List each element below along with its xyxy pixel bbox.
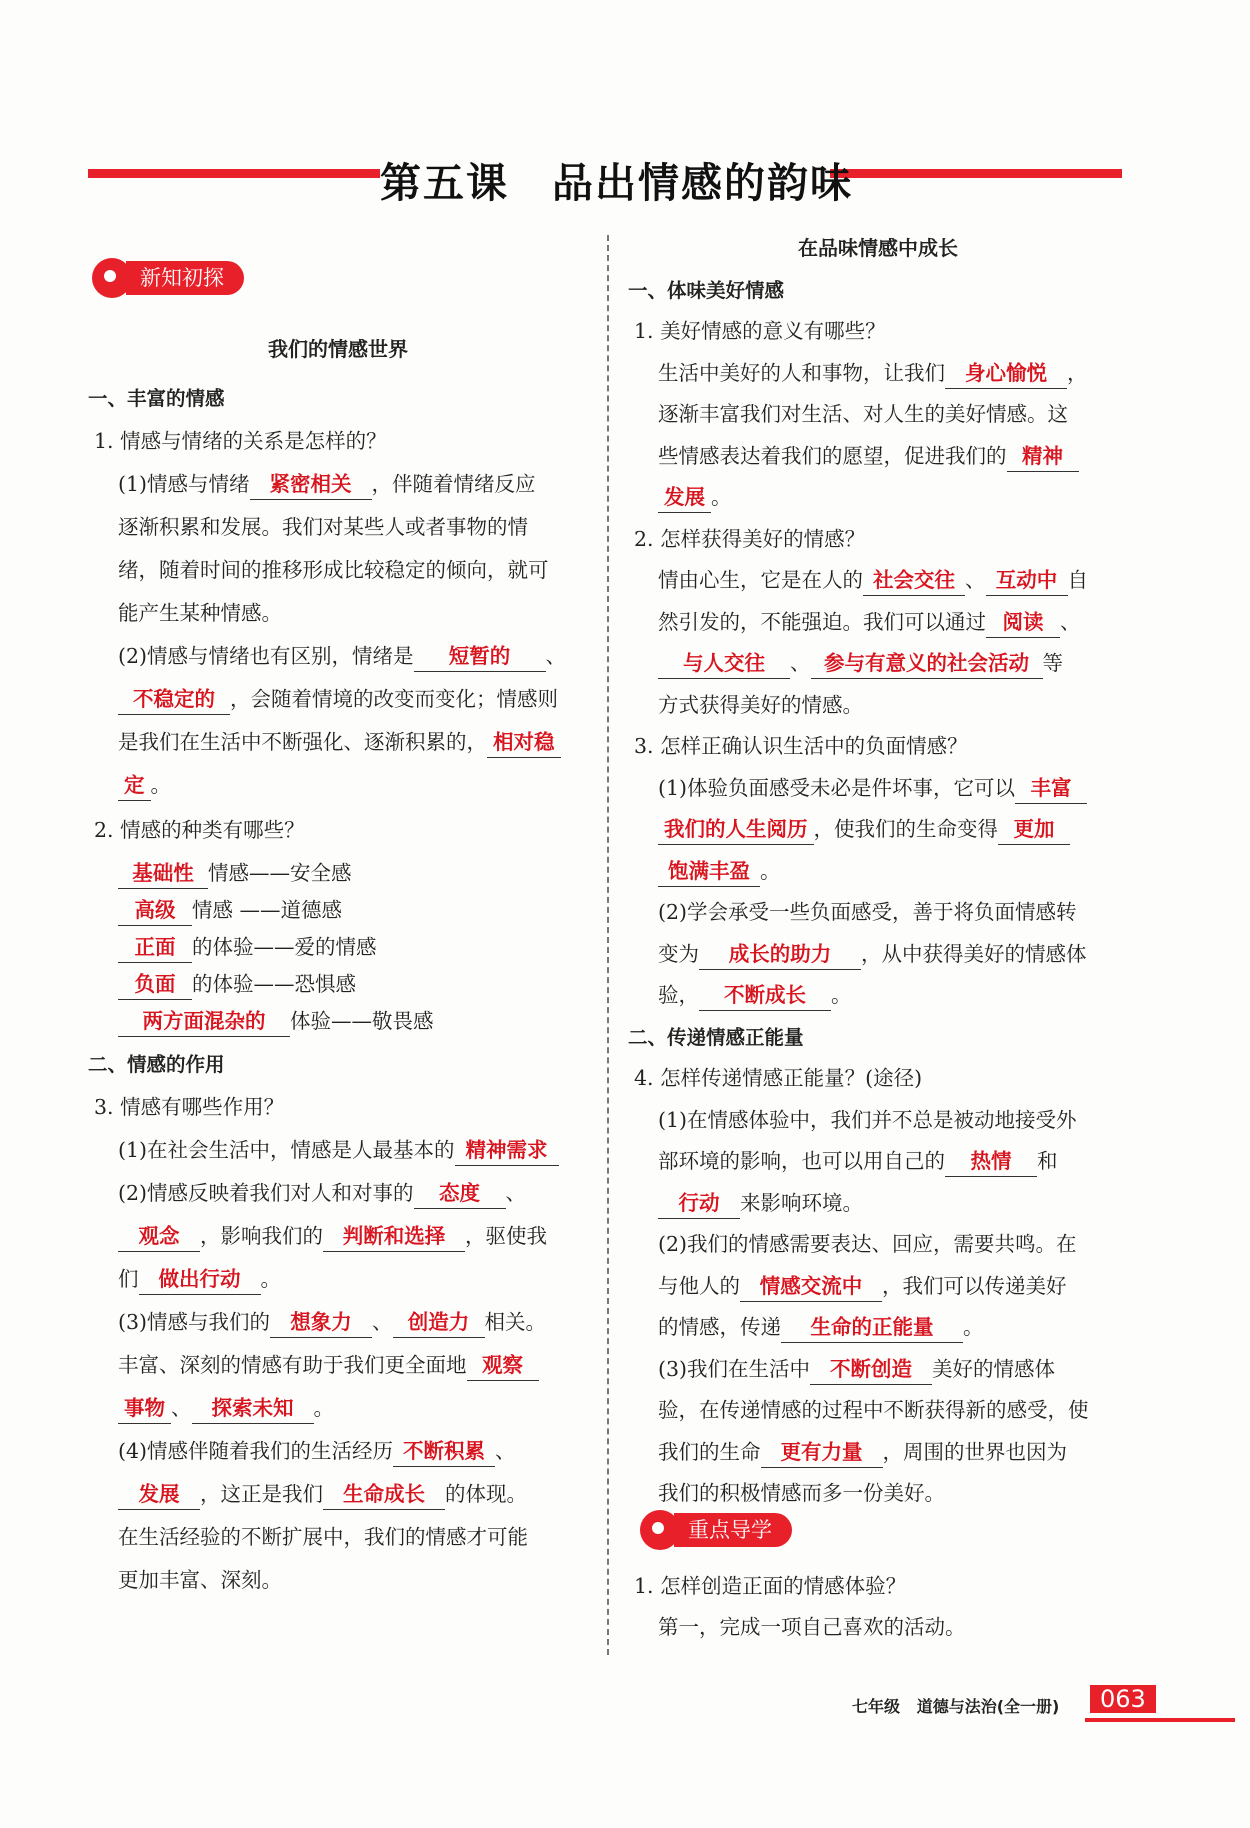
title-bar-left [88,169,380,178]
paragraph: 第一，完成一项自己喜欢的活动。 [658,1615,966,1639]
answer-blank[interactable]: 互动中 [986,565,1068,596]
paragraph: (2)我们的情感需要表达、回应，需要共鸣。在 [658,1232,1077,1256]
lesson-title: 第五课 品出情感的韵味 [380,159,853,207]
question: 3. 情感有哪些作用？ [94,1095,285,1119]
paragraph-line: 验，在传递情感的过程中不断获得新的感受，使 [658,1398,1089,1422]
paragraph-line: 发展 ，这正是我们 生命成长 的体现。 [88,1473,588,1516]
answer-blank[interactable]: 观念 [118,1221,200,1252]
paragraph-line: 们 做出行动 。 [88,1258,588,1301]
question: 2. 怎样获得美好的情感？ [634,526,866,551]
answer-blank[interactable]: 精神需求 [455,1135,559,1166]
answer-blank[interactable]: 想象力 [270,1307,372,1338]
answer-blank[interactable]: 阅读 [986,607,1060,638]
answer-blank[interactable]: 基础性 [118,858,208,889]
answer-blank[interactable]: 高级 [118,895,192,926]
paragraph-line: 能产生某种情感。 [118,601,282,625]
paragraph-line: 验， 不断成长 。 [628,975,1128,1017]
paragraph-line: 与他人的 情感交流中 ，我们可以传递美好 [628,1266,1128,1308]
paragraph: 生活中美好的人和事物，让我们 身心愉悦 ， [628,353,1128,395]
paragraph-line: 更加丰富、深刻。 [118,1568,282,1592]
answer-blank[interactable]: 成长的助力 [699,939,861,970]
paragraph: (4)情感伴随着我们的生活经历 不断积累 、 [88,1430,588,1473]
answer-blank[interactable]: 身心愉悦 [945,358,1067,389]
paragraph-line: 绪，随着时间的推移形成比较稳定的倾向，就可 [118,558,549,582]
paragraph-line: 行动 来影响环境。 [628,1183,1128,1225]
section-heading: 一、体味美好情感 [628,278,785,302]
question: 3. 怎样正确认识生活中的负面情感？ [634,734,968,758]
paragraph-line: 在生活经验的不断扩展中，我们的情感才可能 [118,1525,528,1549]
right-subtitle: 在品味情感中成长 [798,236,958,260]
answer-blank[interactable]: 参与有意义的社会活动 [811,648,1043,679]
answer-blank[interactable]: 发展 [658,482,711,513]
paragraph-line: 方式获得美好的情感。 [658,692,863,717]
target-icon [640,1510,680,1550]
paragraph-line: 发展 。 [628,477,1128,519]
question: 1. 情感与情绪的关系是怎样的？ [94,429,387,453]
question: 2. 情感的种类有哪些？ [94,818,305,842]
answer-blank[interactable]: 与人交往 [658,648,790,679]
answer-blank[interactable]: 发展 [118,1479,200,1510]
target-icon [92,258,132,298]
paragraph: (2)情感与情绪也有区别，情绪是 短暂的 、 [88,635,588,678]
answer-blank[interactable]: 生命成长 [323,1479,445,1510]
grade: 七年级 [852,1697,901,1716]
answer-blank[interactable]: 我们的人生阅历 [658,814,814,845]
badge-key-points [640,1510,792,1550]
section-heading: 二、传递情感正能量 [628,1025,804,1049]
paragraph-line: 变为 成长的助力 ，从中获得美好的情感体 [628,934,1128,976]
answer-blank[interactable]: 两方面混杂的 [118,1006,290,1037]
footer-stripe [1085,1718,1235,1722]
answer-blank[interactable]: 短暂的 [414,641,546,672]
paragraph-line: 逐渐积累和发展。我们对某些人或者事物的情 [118,515,528,539]
paragraph: (1)在情感体验中，我们并不总是被动地接受外 [658,1107,1077,1132]
kind-row: 高级 情感 ——道德感 [88,889,588,932]
paragraph-line: 我们的人生阅历 ，使我们的生命变得 更加 [628,809,1128,851]
kind-row: 两方面混杂的 体验——敬畏感 [88,1000,588,1043]
paragraph-line: 定 。 [88,764,588,807]
answer-blank[interactable]: 定 [118,770,151,801]
answer-blank[interactable]: 热情 [945,1146,1037,1177]
page-number: 063 [1090,1685,1156,1713]
section-heading: 二、情感的作用 [88,1053,225,1076]
paragraph-line: 与人交往 、 参与有意义的社会活动 等 [628,643,1128,685]
answer-blank[interactable]: 负面 [118,969,192,1000]
answer-blank[interactable]: 事物 [118,1393,171,1424]
right-column [628,228,1128,1515]
answer-blank[interactable]: 不断积累 [393,1436,495,1467]
answer-blank[interactable]: 判断和选择 [323,1221,465,1252]
answer-blank[interactable]: 探索未知 [192,1393,314,1424]
paragraph-line: 部环境的影响，也可以用自己的 热情 和 [628,1141,1128,1183]
paragraph: (1)在社会生活中，情感是人最基本的 精神需求 [88,1129,588,1172]
kind-row: 正面 的体验——爱的情感 [88,926,588,969]
paragraph-line: (2)学会承受一些负面感受，善于将负面情感转 [658,900,1077,924]
paragraph-line: 饱满丰盈 。 [628,851,1128,893]
kind-row: 基础性 情感——安全感 [88,852,588,895]
paragraph-line: 事物 、 探索未知 。 [88,1387,588,1430]
subject: 道德与法治(全一册) [916,1697,1060,1716]
title-bar-right [830,169,1122,178]
question: 4. 怎样传递情感正能量？(途径) [634,1066,923,1090]
paragraph: (3)情感与我们的 想象力 、 创造力 相关。 [88,1301,588,1344]
paragraph-line: 然引发的，不能强迫。我们可以通过 阅读 、 [628,602,1128,644]
paragraph-line: 我们的生命 更有力量 ，周围的世界也因为 [628,1432,1128,1474]
paragraph-line: 不稳定的 ，会随着情境的改变而变化；情感则 [88,678,588,721]
answer-blank[interactable]: 做出行动 [139,1264,261,1295]
paragraph-line: 丰富、深刻的情感有助于我们更全面地 观察 [88,1344,588,1387]
answer-blank[interactable]: 丰富 [1015,773,1087,804]
answer-blank[interactable]: 情感交流中 [740,1271,882,1302]
paragraph: 情由心生，它是在人的 社会交往 、 互动中 自 [628,560,1128,602]
footer-text [852,1694,1059,1717]
left-subtitle: 我们的情感世界 [268,337,408,361]
answer-blank[interactable]: 不断创造 [810,1354,932,1385]
badge-new-knowledge [92,258,244,298]
answer-blank[interactable]: 更加 [998,814,1070,845]
answer-blank[interactable]: 态度 [414,1178,506,1209]
question: 1. 怎样创造正面的情感体验？ [634,1574,907,1598]
question: 1. 美好情感的意义有哪些？ [634,319,886,343]
answer-blank[interactable]: 精神 [1007,441,1079,472]
answer-blank[interactable]: 创造力 [393,1307,485,1338]
paragraph-line: 观念 ，影响我们的 判断和选择 ，驱使我 [88,1215,588,1258]
paragraph: (2)情感反映着我们对人和对事的 态度 、 [88,1172,588,1215]
answer-blank[interactable]: 不稳定的 [118,684,230,715]
paragraph-line: 逐渐丰富我们对生活、对人生的美好情感。这 [658,402,1068,426]
answer-blank[interactable]: 生命的正能量 [781,1312,963,1343]
answer-blank[interactable]: 观察 [467,1350,539,1381]
paragraph: (1)体验负面感受未必是件坏事，它可以 丰富 [628,768,1128,810]
paragraph-line: 些情感表达着我们的愿望，促进我们的 精神 [628,436,1128,478]
paragraph-line: 的情感，传递 生命的正能量 。 [628,1307,1128,1349]
answer-blank[interactable]: 紧密相关 [250,469,372,500]
answer-blank[interactable]: 更有力量 [761,1437,883,1468]
kind-row: 负面 的体验——恐惧感 [88,963,588,1006]
paragraph: (3)我们在生活中 不断创造 美好的情感体 [628,1349,1128,1391]
answer-blank[interactable]: 不断成长 [699,980,831,1011]
paragraph-line: 我们的积极情感而多一份美好。 [658,1481,945,1505]
badge-label: 重点导学 [674,1513,792,1547]
paragraph-line: 是我们在生活中不断强化、逐渐积累的， 相对稳 [88,721,588,764]
answer-blank[interactable]: 社会交往 [863,565,965,596]
answer-blank[interactable]: 正面 [118,932,192,963]
answer-blank[interactable]: 行动 [658,1188,740,1219]
column-divider [607,235,609,1655]
left-column [88,328,588,1602]
paragraph: (1)情感与情绪 紧密相关 ，伴随着情绪反应 [88,463,588,506]
answer-blank[interactable]: 饱满丰盈 [658,856,760,887]
answer-blank[interactable]: 相对稳 [487,727,561,758]
section-heading: 一、丰富的情感 [88,387,225,410]
key-points-block [628,1566,1128,1648]
badge-label: 新知初探 [126,261,244,295]
